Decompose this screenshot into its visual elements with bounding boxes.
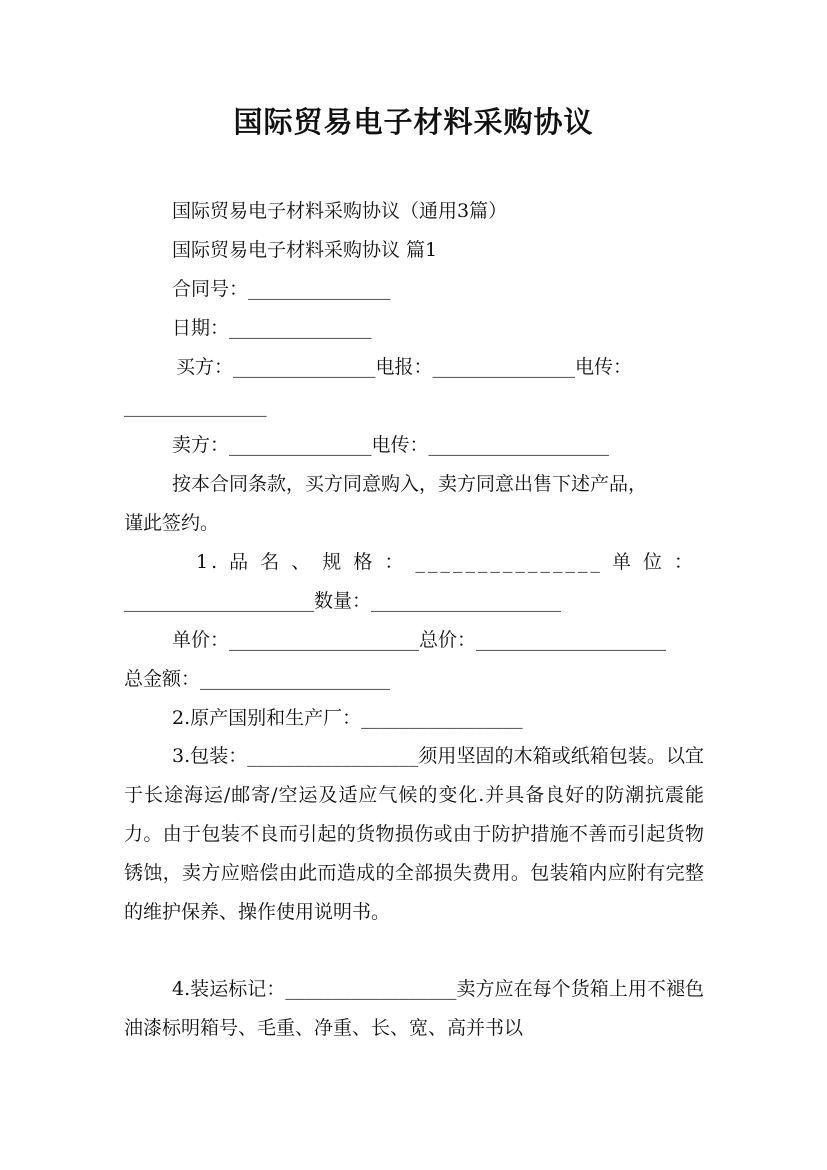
seller-line: 卖方：_______________电传：___________________ <box>172 434 610 456</box>
buyer-line-continued: _______________ <box>124 395 267 417</box>
date-line: 日期：_______________ <box>172 317 372 339</box>
agreement-line: 按本合同条款，买方同意购入，卖方同意出售下述产品， <box>172 473 648 495</box>
intro-line: 国际贸易电子材料采购协议（通用3篇） <box>172 200 508 222</box>
item-4-shipping-marks: 4.装运标记：__________________卖方应在每个货箱上用不褪色油漆标明箱号、毛重、净重、长、宽、高并书以 <box>124 978 704 1039</box>
part-heading: 国际贸易电子材料采购协议 篇1 <box>172 239 438 261</box>
item-3-packing: 3.包装：__________________须用坚固的木箱或纸箱包装。以宜于长途海运/邮寄/空运及适应气候的变化.并具备良好的防潮抗震能力。由于包装不良而引起的货物损伤或由于防护措施不善而引起货物锈蚀，卖方应赔偿由此而造成的全部损失费用。包装箱内应附有完整的维护保养、操作使用说明书。 <box>124 745 704 923</box>
item-1-quantity: ____________________数量：____________________ <box>124 590 562 612</box>
item-2-origin: 2.原产国别和生产厂：_________________ <box>172 707 523 729</box>
document-title: 国际贸易电子材料采购协议 <box>233 105 594 139</box>
unit-price-line: 单价：____________________总价：____________________ <box>172 629 667 651</box>
item-1-name-spec: 1. 品 名 、 规 格 ： _______________ 单 位 ： <box>196 551 697 573</box>
total-amount-line: 总金额：____________________ <box>124 668 391 690</box>
buyer-line: 买方：_______________电报：_______________电传： <box>176 356 633 378</box>
contract-number-line: 合同号：_______________ <box>172 278 391 300</box>
agreement-line-continued: 谨此签约。 <box>124 512 220 534</box>
